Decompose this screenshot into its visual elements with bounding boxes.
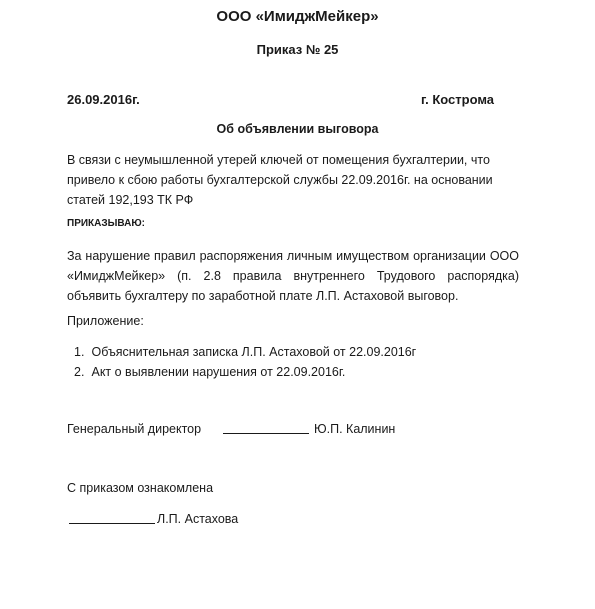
list-item-number: 1.: [74, 345, 85, 359]
director-title: Генеральный директор: [67, 422, 202, 436]
attachments-label: Приложение:: [67, 314, 144, 328]
list-item-number: 2.: [74, 365, 85, 379]
list-item: [74, 342, 416, 362]
list-item: [74, 362, 416, 382]
orders-label: ПРИКАЗЫВАЮ:: [67, 218, 146, 229]
order-date: 26.09.2016г.: [67, 92, 140, 107]
order-title: Приказ № 25: [256, 42, 339, 57]
attachments-list: [74, 342, 416, 382]
decision-paragraph: За нарушение правил распоряжения личным имуществом организации ООО «ИмиджМейкер» (п. 2.8 правила внутреннего Трудового распорядка) объявить бухгалтеру по заработной плате Л.П. Астаховой выговор.: [67, 249, 519, 303]
acknowledgement-name: Л.П. Астахова: [157, 512, 239, 526]
reason-paragraph: В связи с неумышленной утерей ключей от помещения бухгалтерии, что привело к сбою работы бухгалтерской службы 22.09.2016г. на основании статей 192,193 ТК РФ: [67, 153, 493, 207]
list-item-text: Акт о выявлении нарушения от 22.09.2016г.: [91, 365, 346, 379]
company-name: ООО «ИмиджМейкер»: [216, 8, 379, 25]
order-city: г. Кострома: [421, 92, 495, 107]
list-item-text: Объяснительная записка Л.П. Астаховой от 22.09.2016г: [91, 345, 417, 359]
director-name: Ю.П. Калинин: [314, 422, 396, 436]
order-subject: Об объявлении выговора: [216, 122, 379, 136]
acknowledgement-label: С приказом ознакомлена: [67, 481, 214, 495]
acknowledgement-signature-line: [69, 523, 155, 524]
director-signature-line: [223, 433, 309, 434]
